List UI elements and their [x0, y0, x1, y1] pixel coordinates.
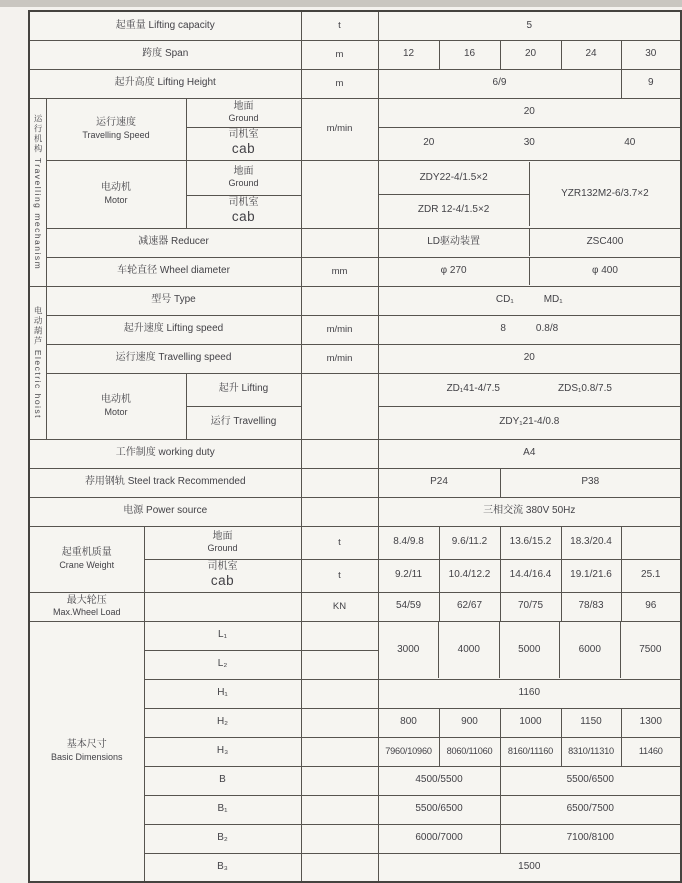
dim-l1-label: L₁: [144, 621, 301, 650]
dim-l2-label: L₂: [144, 650, 301, 679]
wheel-diameter-label: 车轮直径 Wheel diameter: [46, 257, 301, 286]
travelling-motor-label-en: Motor: [104, 194, 128, 205]
dim-h2-label: H₂: [144, 708, 301, 737]
travelling-speed-ground-value: 20: [378, 98, 681, 127]
dim-h1-unit-empty: [301, 679, 378, 708]
dim-b-label: B: [144, 766, 301, 795]
max-wheel-load-4: 96: [621, 592, 681, 621]
wheel-diameter-left-value: φ 270: [440, 265, 467, 277]
span-value-24: 24: [561, 40, 621, 69]
lifting-capacity-label: 起重量 Lifting capacity: [29, 11, 301, 40]
crane-weight-cab-3: 19.1/21.6: [561, 559, 621, 592]
hoist-motor-travelling-value: ZDY₁21-4/0.8: [378, 406, 681, 439]
wheel-diameter-values: [378, 257, 681, 286]
crane-weight-label: [29, 526, 144, 592]
dim-h2-value-0: 800: [378, 708, 439, 737]
row-hoist-travelling-speed: [29, 344, 681, 373]
cab-speed-value-1: 30: [523, 137, 535, 149]
travelling-motor-ground-value: ZDY22-4/1.5×2: [419, 171, 488, 183]
cab-label-en: cab: [231, 141, 256, 157]
basic-dimensions-label: [29, 621, 144, 882]
hoist-motor-lifting-value-zds: ZDS₁0.8/7.5: [557, 383, 612, 395]
dim-h2-value-3: 1150: [561, 708, 621, 737]
span-value-12: 12: [378, 40, 439, 69]
crane-weight-label-zh: 起重机质量: [61, 547, 112, 559]
dim-l1-unit-empty: [301, 621, 378, 650]
row-span: [29, 40, 681, 69]
crane-weight-cab-zh: 司机室: [207, 560, 238, 572]
dim-h1-value: 1160: [378, 679, 681, 708]
crane-weight-cab-2: 14.4/16.4: [500, 559, 561, 592]
row-working-duty: [29, 439, 681, 468]
row-lifting-height: [29, 69, 681, 98]
basic-dimensions-label-en: Basic Dimensions: [50, 751, 123, 762]
dim-b1-left: 5500/6500: [378, 795, 500, 824]
crane-weight-ground-0: 8.4/9.8: [378, 526, 439, 559]
hoist-lifting-speed-label: 起升速度 Lifting speed: [46, 315, 301, 344]
steel-track-unit-empty: [301, 468, 378, 497]
crane-weight-cab-4: 25.1: [621, 559, 681, 592]
dim-h3-value-4: 11460: [621, 737, 681, 766]
reducer-right-value: ZSC400: [529, 229, 680, 256]
dim-h2-value-1: 900: [439, 708, 500, 737]
ground-label-en: Ground: [228, 113, 259, 124]
dim-l-value-4: 7500: [620, 622, 681, 678]
crane-weight-cab-1: 10.4/12.2: [439, 559, 500, 592]
reducer-unit-empty: [301, 228, 378, 257]
row-power-source: [29, 497, 681, 526]
dim-h3-unit-empty: [301, 737, 378, 766]
row-dim-l1: [29, 621, 681, 650]
lifting-height-value-main: 6/9: [378, 69, 621, 98]
hoist-lifting-speed-unit: m/min: [301, 315, 378, 344]
crane-weight-ground-4: [621, 526, 681, 559]
dim-b-left: 4500/5500: [378, 766, 500, 795]
wheel-diameter-right-value: φ 400: [529, 258, 680, 285]
hoist-travelling-speed-value: 20: [378, 344, 681, 373]
dim-b3-label: B₃: [144, 853, 301, 882]
dim-b3-unit-empty: [301, 853, 378, 882]
reducer-label: 减速器 Reducer: [46, 228, 301, 257]
travelling-speed-ground-label: [186, 98, 301, 127]
dim-h3-value-0: 7960/10960: [378, 737, 439, 766]
dim-b1-unit-empty: [301, 795, 378, 824]
dim-b-right: 5500/6500: [500, 766, 681, 795]
row-travelling-motor-ground: [29, 160, 681, 195]
working-duty-value: A4: [378, 439, 681, 468]
max-wheel-load-label: [29, 592, 144, 621]
hoist-type-unit-empty: [301, 286, 378, 315]
crane-weight-ground-1: 9.6/11.2: [439, 526, 500, 559]
hoist-type-cd: CD₁: [495, 294, 514, 306]
crane-weight-unit: t: [301, 526, 378, 559]
hoist-motor-label-zh: 电动机: [101, 394, 131, 406]
hoist-travelling-speed-unit: m/min: [301, 344, 378, 373]
crane-weight-label-en: Crane Weight: [59, 559, 115, 570]
row-travelling-speed-ground: [29, 98, 681, 127]
travelling-speed-label-zh: 运行速度: [96, 117, 136, 129]
dim-h2-value-4: 1300: [621, 708, 681, 737]
crane-weight-cab-unit: t: [301, 559, 378, 592]
power-source-unit-empty: [301, 497, 378, 526]
dim-l-value-1: 4000: [438, 622, 499, 678]
power-source-value: 三相交流 380V 50Hz: [378, 497, 681, 526]
row-reducer: [29, 228, 681, 257]
reducer-values: [378, 228, 681, 257]
hoist-lifting-speed-values: [378, 315, 681, 344]
hoist-travelling-speed-label: 运行速度 Travelling speed: [46, 344, 301, 373]
steel-track-label: 荐用钢轨 Steel track Recommended: [29, 468, 301, 497]
dim-h3-value-3: 8310/11310: [561, 737, 621, 766]
hoist-motor-travelling-label: 运行 Travelling: [186, 406, 301, 439]
travelling-speed-cab-label: [186, 127, 301, 160]
basic-dimensions-label-zh: 基本尺寸: [66, 739, 107, 751]
cab-speed-value-2: 40: [624, 137, 636, 149]
max-wheel-load-0: 54/59: [378, 592, 439, 621]
row-hoist-type: [29, 286, 681, 315]
steel-track-left-value: P24: [378, 468, 500, 497]
hoist-motor-unit-empty: [301, 373, 378, 439]
travelling-motor-large-span-value: YZR132M2-6/3.7×2: [529, 162, 680, 226]
dim-b1-label: B₁: [144, 795, 301, 824]
max-wheel-load-label-en: Max.Wheel Load: [52, 607, 121, 618]
travelling-motor-cab-label: [186, 195, 301, 228]
travelling-motor-unit-empty: [301, 160, 378, 228]
row-crane-weight-ground: [29, 526, 681, 559]
hoist-motor-lifting-values: [378, 373, 681, 406]
max-wheel-load-3: 78/83: [561, 592, 621, 621]
dim-l-value-0: 3000: [397, 643, 420, 655]
lifting-capacity-unit: t: [301, 11, 378, 40]
lifting-height-label: 起升高度 Lifting Height: [29, 69, 301, 98]
hoist-lifting-speed-cd: 8: [500, 323, 506, 335]
dim-h2-value-2: 1000: [500, 708, 561, 737]
dim-b2-unit-empty: [301, 824, 378, 853]
crane-weight-ground-en: Ground: [207, 543, 238, 554]
span-unit: m: [301, 40, 378, 69]
row-wheel-diameter: [29, 257, 681, 286]
motor-ground-en: Ground: [228, 178, 259, 189]
travelling-speed-cab-values: [378, 127, 681, 160]
hoist-type-values: [378, 286, 681, 315]
hoist-type-md: MD₁: [543, 294, 563, 306]
dim-b2-left: 6000/7000: [378, 824, 500, 853]
crane-weight-ground-label: [144, 526, 301, 559]
motor-cab-zh: 司机室: [228, 196, 259, 208]
travelling-motor-ground-label: [186, 160, 301, 195]
hoist-lifting-speed-md: 0.8/8: [535, 323, 559, 335]
crane-weight-cab-en: cab: [210, 573, 235, 589]
dim-h3-value-1: 8060/11060: [439, 737, 500, 766]
travelling-motor-values: [378, 160, 681, 228]
crane-weight-cab-label: [144, 559, 301, 592]
dim-h3-value-2: 8160/11160: [500, 737, 561, 766]
span-value-16: 16: [439, 40, 500, 69]
reducer-left-value: LD驱动装置: [427, 236, 481, 248]
scan-edge-strip: [0, 0, 682, 7]
hoist-motor-lifting-value-zd: ZD₁41-4/7.5: [446, 383, 500, 395]
crane-spec-table: [28, 10, 682, 883]
dim-b1-right: 6500/7500: [500, 795, 681, 824]
crane-weight-ground-2: 13.6/15.2: [500, 526, 561, 559]
travelling-speed-label: [46, 98, 186, 160]
ground-label-zh: 地面: [233, 100, 254, 112]
steel-track-right-value: P38: [500, 468, 681, 497]
cab-label-zh: 司机室: [228, 128, 259, 140]
dim-h1-label: H₁: [144, 679, 301, 708]
lifting-height-unit: m: [301, 69, 378, 98]
section-travelling-mechanism: 运行机构 Travelling mechanism: [29, 98, 46, 286]
row-hoist-motor-lifting: [29, 373, 681, 406]
travelling-speed-label-en: Travelling Speed: [82, 129, 150, 140]
motor-cab-en: cab: [231, 209, 256, 225]
row-max-wheel-load: [29, 592, 681, 621]
lifting-height-value-last: 9: [621, 69, 681, 98]
crane-weight-ground-zh: 地面: [212, 530, 233, 542]
hoist-motor-label-en: Motor: [104, 406, 128, 417]
dim-l-value-3: 6000: [559, 622, 620, 678]
dim-l-values: [378, 621, 681, 679]
travelling-motor-label: [46, 160, 186, 228]
working-duty-unit-empty: [301, 439, 378, 468]
dim-h3-label: H₃: [144, 737, 301, 766]
section-electric-hoist: 电动葫芦 Electric hoist: [29, 286, 46, 439]
dim-b2-right: 7100/8100: [500, 824, 681, 853]
power-source-label: 电源 Power source: [29, 497, 301, 526]
row-lifting-capacity: [29, 11, 681, 40]
span-value-30: 30: [621, 40, 681, 69]
travelling-motor-label-zh: 电动机: [101, 182, 131, 194]
cab-speed-value-0: 20: [423, 137, 435, 149]
dim-l-value-2: 5000: [499, 622, 560, 678]
lifting-capacity-value: 5: [378, 11, 681, 40]
hoist-motor-lifting-label: 起升 Lifting: [186, 373, 301, 406]
motor-ground-zh: 地面: [233, 165, 254, 177]
dim-h2-unit-empty: [301, 708, 378, 737]
crane-weight-cab-0: 9.2/11: [378, 559, 439, 592]
span-value-20: 20: [500, 40, 561, 69]
dim-b2-label: B₂: [144, 824, 301, 853]
crane-weight-ground-3: 18.3/20.4: [561, 526, 621, 559]
max-wheel-load-unit: KN: [301, 592, 378, 621]
working-duty-label: 工作制度 working duty: [29, 439, 301, 468]
travelling-speed-unit: m/min: [301, 98, 378, 160]
hoist-type-label: 型号 Type: [46, 286, 301, 315]
dim-b-unit-empty: [301, 766, 378, 795]
travelling-motor-cab-value: ZDR 12-4/1.5×2: [379, 194, 529, 227]
row-steel-track: [29, 468, 681, 497]
max-wheel-load-1: 62/67: [439, 592, 500, 621]
dim-b3-value: 1500: [378, 853, 681, 882]
max-wheel-load-2: 70/75: [500, 592, 561, 621]
row-hoist-lifting-speed: [29, 315, 681, 344]
span-label: 跨度 Span: [29, 40, 301, 69]
dim-l2-unit-empty: [301, 650, 378, 679]
max-wheel-load-label-zh: 最大轮压: [66, 594, 107, 606]
wheel-diameter-unit: mm: [301, 257, 378, 286]
max-wheel-load-sub-empty: [144, 592, 301, 621]
hoist-motor-label: [46, 373, 186, 439]
